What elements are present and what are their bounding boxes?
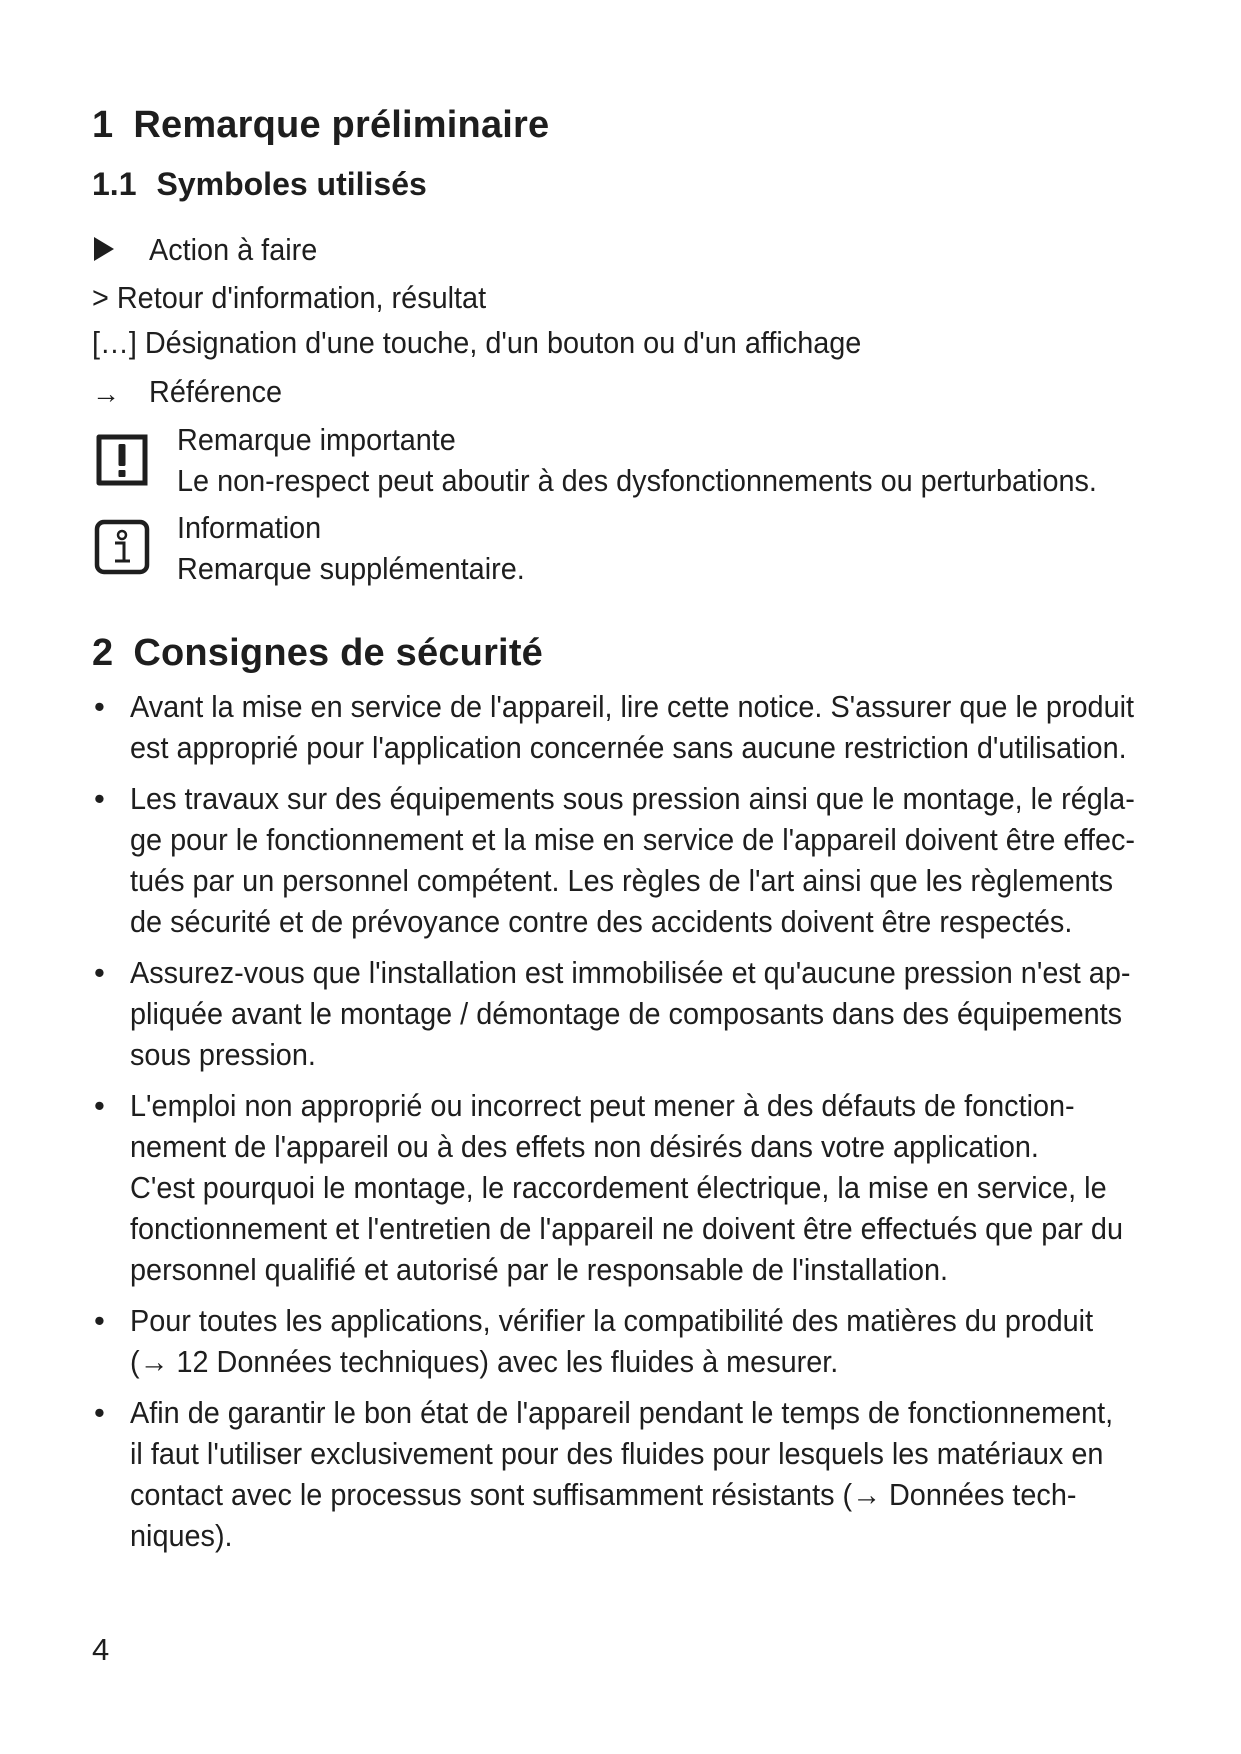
section-2-heading [92,632,543,675]
bullet-icon: • [94,1088,105,1123]
bullet-icon: • [94,955,105,990]
page-number: 4 [92,1632,110,1667]
section-1-heading [92,104,549,147]
list-item [92,1392,1152,1556]
list-item-text: Avant la mise en service de l'appareil, lire cette notice. S'assurer que le produit est approprié pour l'application concernée sans aucune restriction d'utilisation. [130,689,1135,765]
bullet-icon: • [94,689,105,724]
arrow-right-icon: → [92,378,120,409]
bullet-icon: • [94,1395,105,1430]
section-1-1-number: 1.1 [92,166,137,202]
list-item [92,686,1152,768]
section-1-1-heading [92,166,427,203]
section-1-1-title: Symboles utilisés [156,166,427,202]
symbol-action-text: Action à faire [149,232,318,267]
bullet-icon: • [94,781,105,816]
info-note-title: Information [177,510,322,545]
section-1-title: Remarque préliminaire [133,104,550,146]
safety-instructions-list [92,686,1152,1566]
warning-exclamation-icon [93,431,151,489]
symbol-feedback-text: > Retour d'information, résultat [92,280,487,315]
list-item-text: Assurez-vous que l'installation est immobilisée et qu'aucune pression n'est ap- pliquée avant le montage / démontage de composants dans des équipements sous pression. [130,955,1131,1072]
bullet-icon: • [94,1303,105,1338]
important-note-text: Le non-respect peut aboutir à des dysfonctionnements ou perturbations. [177,463,1097,498]
list-item [92,778,1152,942]
list-item-text: Afin de garantir le bon état de l'appareil pendant le temps de fonctionnement, il faut l'utiliser exclusivement pour des fluides pour lesquels les matériaux en contact avec le processus sont suffisamment résistants (→ Données tech- niques). [130,1395,1114,1553]
play-triangle-icon [94,237,114,261]
section-2-number: 2 [92,632,114,674]
symbol-reference-text: Référence [149,374,283,409]
list-item [92,952,1152,1075]
info-note-text: Remarque supplémentaire. [177,551,525,586]
important-note-title: Remarque importante [177,422,456,457]
info-icon [93,518,151,576]
list-item [92,1300,1152,1382]
list-item [92,1085,1152,1290]
list-item-text: L'emploi non approprié ou incorrect peut mener à des défauts de fonction- nement de l'appareil ou à des effets non désirés dans votre application. C'est pourquoi le montage, le raccordement électrique, la mise en service, le fonctionnement et l'entretien de l'appareil ne doivent être effectués que par du personnel qualifié et autorisé par le responsable de l'installation. [130,1088,1123,1287]
symbol-designation-text: […] Désignation d'une touche, d'un bouton ou d'un affichage [92,325,862,360]
list-item-text: Pour toutes les applications, vérifier la compatibilité des matières du produit (→ 12 Données techniques) avec les fluides à mesurer. [130,1303,1094,1379]
section-2-title: Consignes de sécurité [133,632,544,674]
list-item-text: Les travaux sur des équipements sous pression ainsi que le montage, le régla- ge pour le fonctionnement et la mise en service de l'appareil doivent être effec- tués par un personnel compétent. Les règles de l'art ainsi que les règlements de sécurité et de prévoyance contre des accidents doivent être respectés. [130,781,1135,939]
section-1-number: 1 [92,104,114,146]
